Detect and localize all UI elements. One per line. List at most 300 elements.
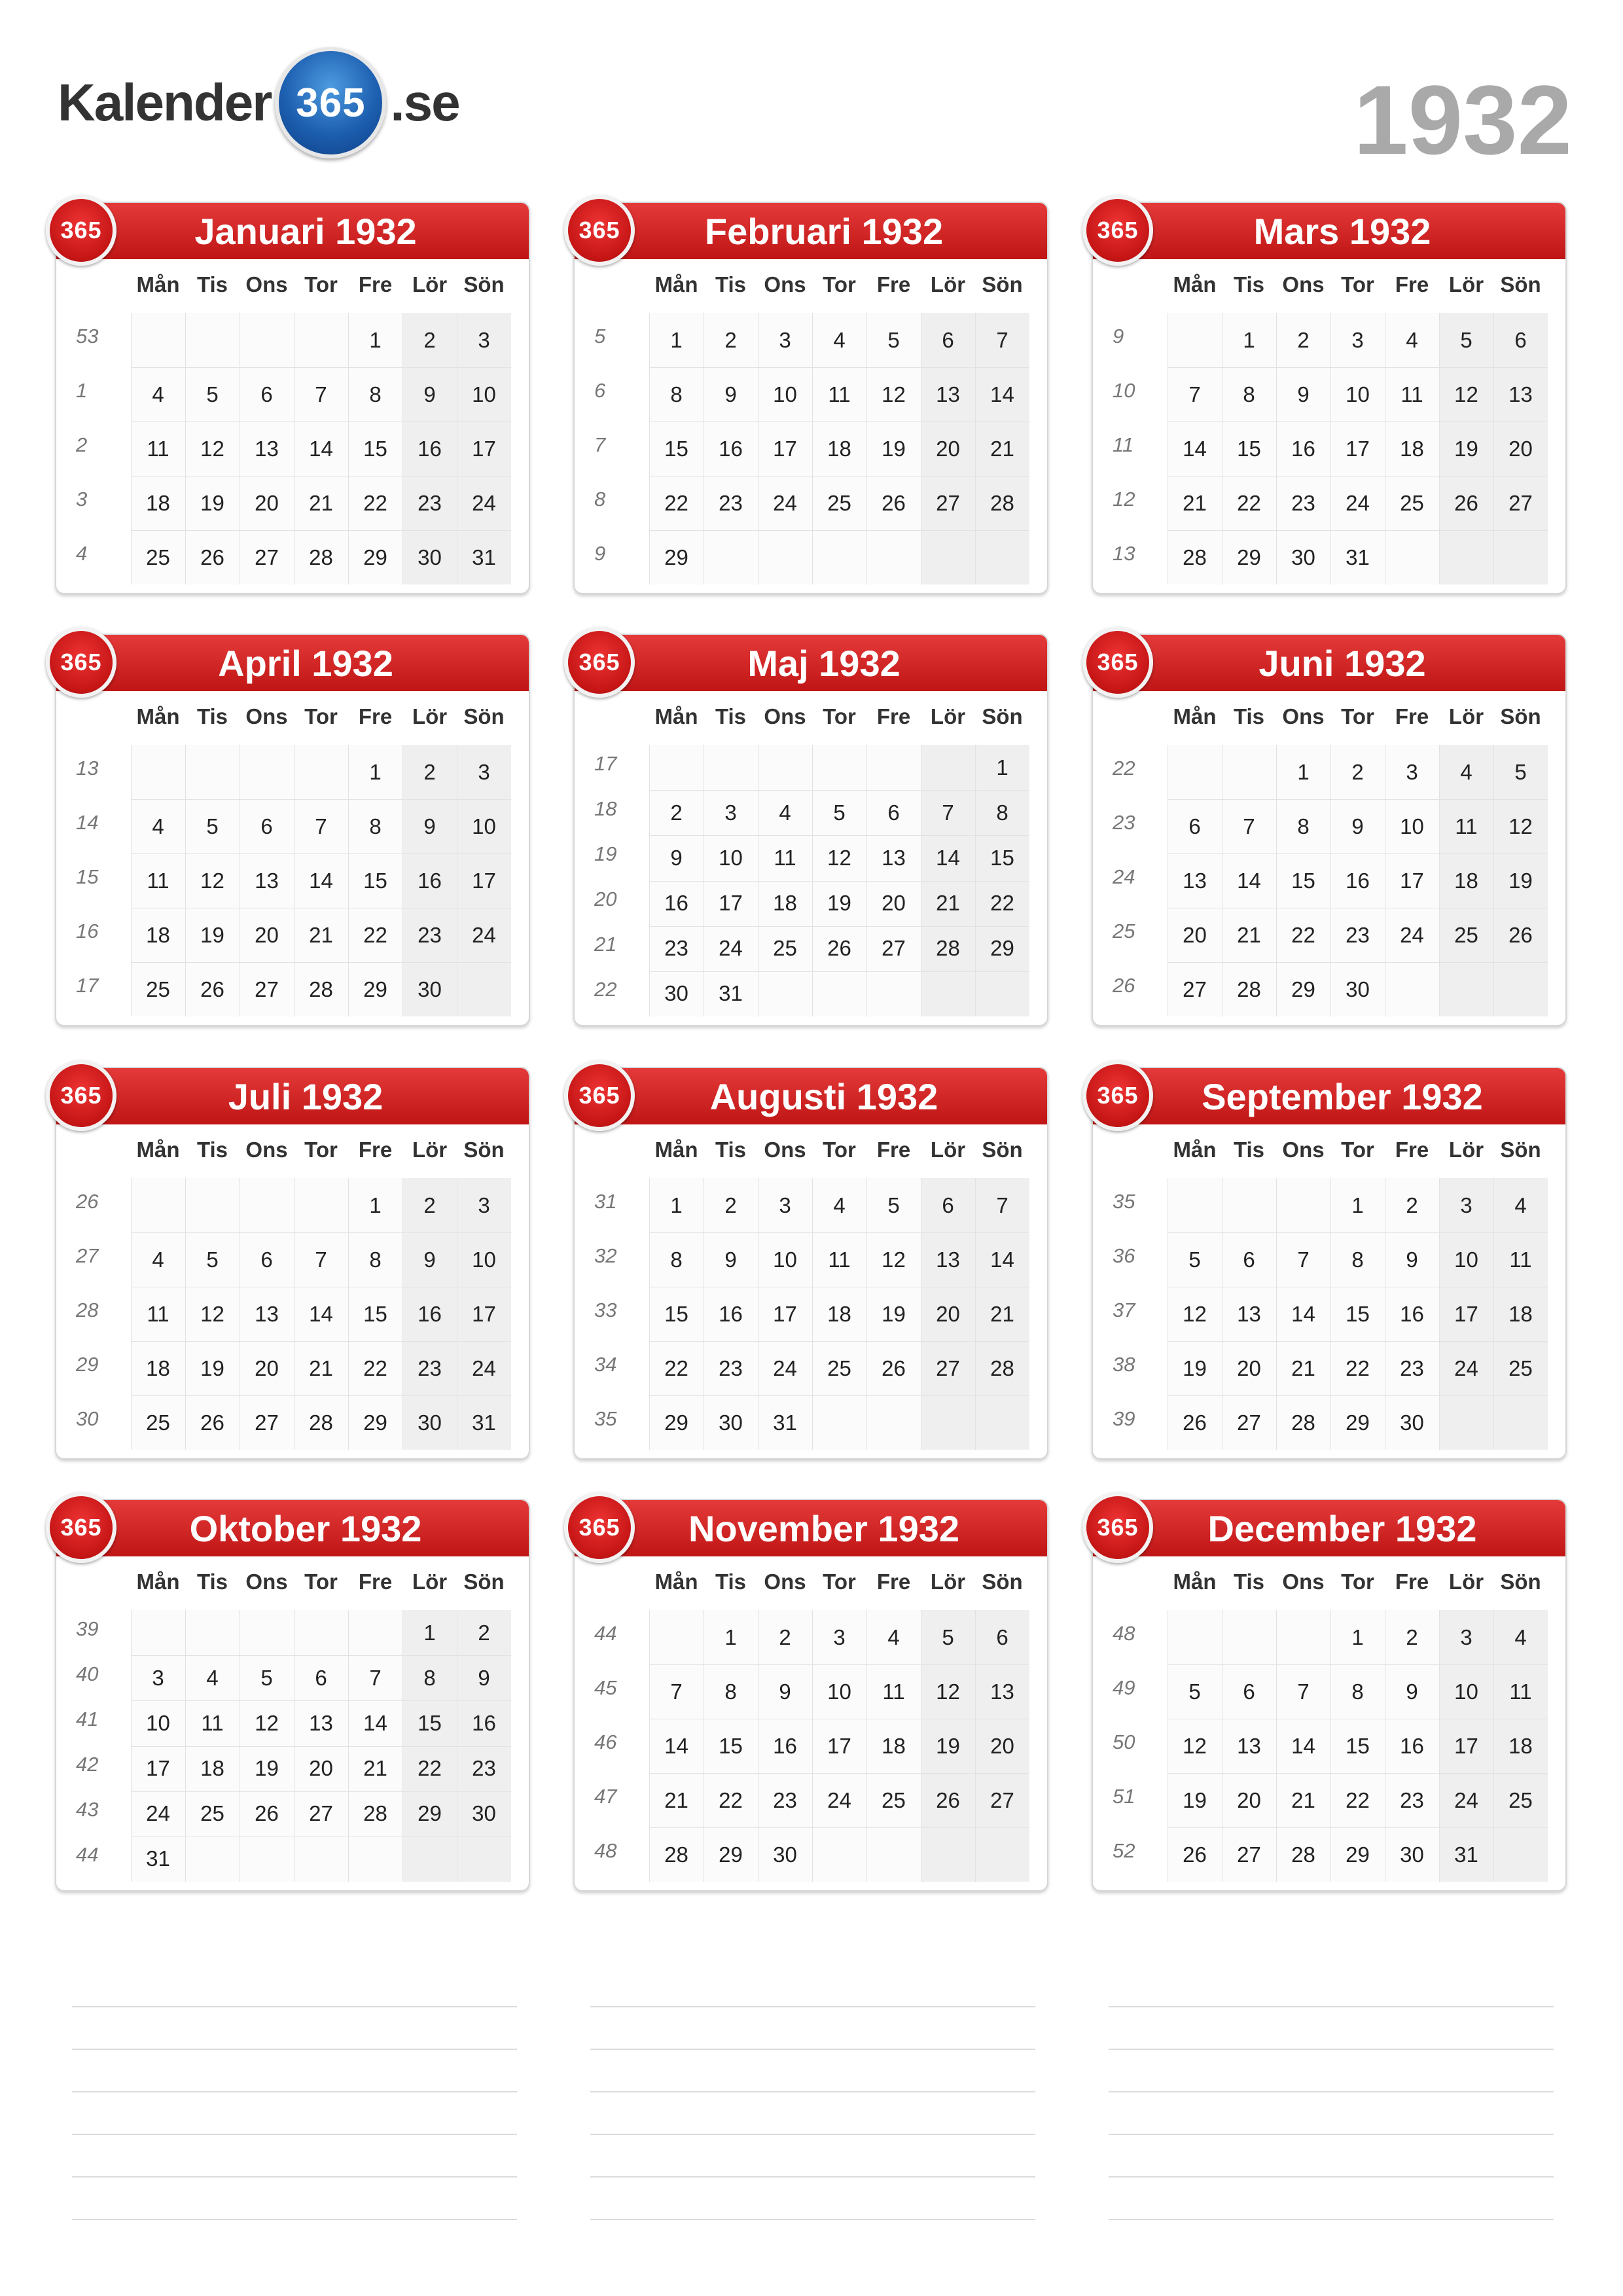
week-number: 32 xyxy=(594,1244,617,1267)
day-cell: 7 xyxy=(1297,1679,1310,1704)
day-cell: 11 xyxy=(828,1247,851,1272)
day-grid xyxy=(649,1178,1029,1450)
day-cell: 1 xyxy=(1351,1193,1364,1217)
day-cell: 28 xyxy=(309,1410,333,1435)
day-cell: 26 xyxy=(882,1356,906,1380)
day-cell: 12 xyxy=(1454,382,1478,406)
day-cell: 21 xyxy=(936,891,960,915)
week-number: 38 xyxy=(1113,1353,1135,1376)
day-cell: 6 xyxy=(315,1666,327,1690)
day-cell: 20 xyxy=(882,891,906,915)
day-cell: 5 xyxy=(206,1247,219,1272)
week-number: 44 xyxy=(594,1622,617,1645)
weekday-header: Mån xyxy=(1173,704,1217,728)
day-cell: 15 xyxy=(719,1734,743,1758)
day-cell: 6 xyxy=(942,328,954,352)
day-cell: 30 xyxy=(472,1801,496,1825)
weekday-header: Tor xyxy=(1341,272,1374,296)
day-cell: 29 xyxy=(363,977,387,1001)
week-number: 42 xyxy=(76,1753,99,1776)
day-cell: 1 xyxy=(1351,1625,1364,1649)
day-cell: 1 xyxy=(670,328,683,352)
day-cell: 28 xyxy=(1183,545,1207,569)
day-cell: 10 xyxy=(1400,814,1424,838)
week-number: 22 xyxy=(1113,757,1135,780)
day-cell: 6 xyxy=(1514,328,1527,352)
day-grid xyxy=(1168,745,1548,1016)
day-cell: 29 xyxy=(1291,977,1315,1001)
day-cell: 26 xyxy=(1183,1842,1207,1867)
day-cell: 27 xyxy=(1508,491,1533,515)
day-cell: 16 xyxy=(719,1302,743,1326)
day-cell: 11 xyxy=(1400,382,1423,406)
day-cell: 1 xyxy=(670,1193,683,1217)
day-cell: 17 xyxy=(773,1302,797,1326)
day-cell: 11 xyxy=(774,846,796,870)
day-grid xyxy=(1168,1178,1548,1450)
day-cell: 1 xyxy=(1297,760,1310,784)
day-cell: 11 xyxy=(147,869,169,893)
weekday-header: Sön xyxy=(463,1138,505,1162)
day-cell: 14 xyxy=(363,1711,387,1735)
weekday-header: Mån xyxy=(1173,1138,1217,1162)
day-cell: 17 xyxy=(827,1734,851,1758)
day-cell: 18 xyxy=(200,1756,224,1780)
day-cell: 29 xyxy=(1346,1410,1370,1435)
week-number: 19 xyxy=(594,842,617,865)
day-cell: 23 xyxy=(472,1756,496,1780)
row-divider xyxy=(1168,1341,1548,1342)
badge-365: 365 xyxy=(1082,1492,1153,1563)
badge-365: 365 xyxy=(1082,195,1153,266)
day-cell: 28 xyxy=(664,1842,688,1867)
week-number: 8 xyxy=(594,488,606,511)
day-cell: 18 xyxy=(146,923,170,947)
day-cell: 27 xyxy=(309,1801,333,1825)
day-cell: 6 xyxy=(260,814,273,838)
day-cell: 3 xyxy=(779,1193,791,1217)
row-divider xyxy=(649,1827,1029,1828)
weekday-header: Ons xyxy=(1282,272,1325,296)
row-divider xyxy=(1168,1664,1548,1665)
day-cell: 10 xyxy=(472,814,496,838)
note-line xyxy=(72,2176,517,2178)
day-cell: 31 xyxy=(146,1846,170,1871)
day-cell: 24 xyxy=(719,936,743,960)
day-cell: 19 xyxy=(200,923,224,947)
day-cell: 15 xyxy=(1346,1734,1370,1758)
week-number: 3 xyxy=(76,488,88,511)
weekday-header: Lör xyxy=(1448,1570,1484,1594)
day-cell: 20 xyxy=(936,1302,960,1326)
day-cell: 13 xyxy=(309,1711,333,1735)
note-line xyxy=(590,2049,1035,2050)
month-title: November 1932 xyxy=(575,1500,1047,1556)
month-title: Februari 1932 xyxy=(575,203,1047,259)
day-cell: 8 xyxy=(1351,1679,1364,1704)
week-number: 13 xyxy=(1113,542,1135,565)
day-cell: 23 xyxy=(1400,1356,1424,1380)
row-divider xyxy=(131,853,511,854)
weekday-header: Tor xyxy=(823,1138,856,1162)
weekday-header: Sön xyxy=(982,272,1023,296)
day-cell: 2 xyxy=(1297,328,1310,352)
day-cell: 6 xyxy=(1243,1679,1255,1704)
badge-365: 365 xyxy=(564,1060,635,1131)
note-line xyxy=(72,2049,517,2050)
month-title: December 1932 xyxy=(1093,1500,1565,1556)
day-cell: 10 xyxy=(472,1247,496,1272)
day-cell: 30 xyxy=(664,981,688,1005)
day-cell: 30 xyxy=(1346,977,1370,1001)
day-cell: 26 xyxy=(936,1788,960,1812)
day-cell: 12 xyxy=(827,846,851,870)
weekday-header: Tis xyxy=(715,272,747,296)
day-cell: 12 xyxy=(200,869,224,893)
row-divider xyxy=(649,1395,1029,1396)
day-cell: 9 xyxy=(423,382,436,406)
day-cell: 15 xyxy=(990,846,1014,870)
day-cell: 24 xyxy=(1346,491,1370,515)
day-cell: 8 xyxy=(1297,814,1310,838)
day-cell: 12 xyxy=(882,1247,906,1272)
row-divider xyxy=(131,1341,511,1342)
day-cell: 29 xyxy=(363,1410,387,1435)
weekday-header: Ons xyxy=(764,1138,806,1162)
week-number: 26 xyxy=(76,1190,99,1213)
day-cell: 18 xyxy=(1508,1734,1533,1758)
day-cell: 7 xyxy=(1188,382,1201,406)
row-divider xyxy=(1168,1395,1548,1396)
day-cell: 15 xyxy=(1237,437,1261,461)
day-cell: 17 xyxy=(773,437,797,461)
weekday-header: Sön xyxy=(982,1570,1023,1594)
day-cell: 2 xyxy=(423,1193,436,1217)
week-number: 29 xyxy=(76,1353,99,1376)
day-cell: 22 xyxy=(363,923,387,947)
day-cell: 7 xyxy=(315,1247,327,1272)
day-cell: 1 xyxy=(996,755,1008,780)
day-cell: 23 xyxy=(719,491,743,515)
day-cell: 26 xyxy=(200,977,224,1001)
day-cell: 19 xyxy=(255,1756,279,1780)
week-number: 16 xyxy=(76,920,99,942)
brand-suffix: .se xyxy=(390,73,459,132)
day-cell: 8 xyxy=(996,800,1008,825)
day-cell: 27 xyxy=(1183,977,1207,1001)
row-divider xyxy=(649,790,1029,791)
day-cell: 5 xyxy=(833,800,846,825)
day-cell: 29 xyxy=(664,545,688,569)
day-cell: 9 xyxy=(724,382,737,406)
week-number: 40 xyxy=(76,1662,99,1685)
day-cell: 1 xyxy=(1243,328,1255,352)
day-cell: 22 xyxy=(664,1356,688,1380)
row-divider xyxy=(649,1664,1029,1665)
weekday-header: Tor xyxy=(823,272,856,296)
day-cell: 4 xyxy=(1514,1625,1527,1649)
day-cell: 2 xyxy=(670,800,683,825)
day-cell: 13 xyxy=(1237,1302,1261,1326)
day-cell: 23 xyxy=(719,1356,743,1380)
day-cell: 25 xyxy=(882,1788,906,1812)
day-cell: 8 xyxy=(369,1247,382,1272)
day-cell: 10 xyxy=(827,1679,851,1704)
note-line xyxy=(1109,2091,1554,2092)
day-cell: 18 xyxy=(882,1734,906,1758)
day-cell: 8 xyxy=(423,1666,436,1690)
week-number: 37 xyxy=(1113,1299,1135,1321)
day-cell: 29 xyxy=(363,545,387,569)
row-divider xyxy=(131,1232,511,1233)
day-cell: 15 xyxy=(1346,1302,1370,1326)
day-cell: 5 xyxy=(887,1193,900,1217)
day-cell: 16 xyxy=(418,869,442,893)
weekday-header: Ons xyxy=(1282,1138,1325,1162)
week-number: 43 xyxy=(76,1798,99,1821)
week-number: 33 xyxy=(594,1299,617,1321)
week-number: 23 xyxy=(1113,811,1135,834)
day-cell: 4 xyxy=(206,1666,219,1690)
day-cell: 27 xyxy=(255,545,279,569)
day-cell: 24 xyxy=(472,491,496,515)
day-cell: 7 xyxy=(670,1679,683,1704)
day-cell: 8 xyxy=(670,1247,683,1272)
day-cell: 9 xyxy=(670,846,683,870)
day-cell: 13 xyxy=(1237,1734,1261,1758)
badge-365: 365 xyxy=(46,1060,116,1131)
day-cell: 14 xyxy=(990,1247,1014,1272)
day-cell: 17 xyxy=(1454,1302,1478,1326)
weekday-header: Fre xyxy=(1395,272,1429,296)
week-number: 20 xyxy=(594,888,617,910)
day-cell: 14 xyxy=(1237,869,1261,893)
day-grid xyxy=(131,1178,511,1450)
weekday-header: Tor xyxy=(823,1570,856,1594)
day-cell: 23 xyxy=(1346,923,1370,947)
row-divider xyxy=(649,926,1029,927)
month-card xyxy=(55,1067,530,1460)
badge-365: 365 xyxy=(46,627,116,698)
weekday-header: Lör xyxy=(930,1570,966,1594)
week-number: 24 xyxy=(1113,865,1135,888)
row-divider xyxy=(649,881,1029,882)
brand-logo xyxy=(58,47,459,158)
week-number: 13 xyxy=(76,757,99,780)
row-divider xyxy=(131,1791,511,1792)
weekday-header: Tis xyxy=(196,1138,228,1162)
day-cell: 12 xyxy=(1508,814,1533,838)
day-cell: 22 xyxy=(418,1756,442,1780)
day-cell: 30 xyxy=(773,1842,797,1867)
weekday-header: Tor xyxy=(304,1570,338,1594)
day-cell: 21 xyxy=(664,1788,688,1812)
day-cell: 26 xyxy=(882,491,906,515)
day-cell: 31 xyxy=(719,981,743,1005)
day-cell: 2 xyxy=(423,328,436,352)
day-cell: 14 xyxy=(1183,437,1207,461)
day-cell: 10 xyxy=(472,382,496,406)
brand-badge: 365 xyxy=(275,47,386,158)
weekday-header: Tis xyxy=(1233,1138,1265,1162)
day-cell: 24 xyxy=(1400,923,1424,947)
day-cell: 27 xyxy=(990,1788,1014,1812)
day-cell: 28 xyxy=(309,977,333,1001)
weekday-header: Ons xyxy=(764,704,806,728)
week-number: 46 xyxy=(594,1731,617,1753)
row-divider xyxy=(131,799,511,800)
day-cell: 26 xyxy=(1508,923,1533,947)
week-number: 41 xyxy=(76,1708,99,1731)
week-number: 18 xyxy=(594,797,617,820)
note-line xyxy=(590,2134,1035,2135)
day-cell: 4 xyxy=(833,328,846,352)
weekday-header: Fre xyxy=(876,1570,911,1594)
badge-365: 365 xyxy=(46,1492,116,1563)
row-divider xyxy=(649,530,1029,531)
day-cell: 30 xyxy=(1400,1842,1424,1867)
day-cell: 25 xyxy=(146,977,170,1001)
row-divider xyxy=(649,1773,1029,1774)
day-cell: 3 xyxy=(478,328,490,352)
day-cell: 14 xyxy=(1291,1734,1315,1758)
day-cell: 27 xyxy=(255,977,279,1001)
day-cell: 23 xyxy=(664,936,688,960)
day-cell: 15 xyxy=(363,437,387,461)
day-cell: 19 xyxy=(1508,869,1533,893)
month-title: April 1932 xyxy=(56,635,529,691)
day-cell: 18 xyxy=(1400,437,1424,461)
weekday-header: Ons xyxy=(764,272,806,296)
day-cell: 3 xyxy=(724,800,737,825)
day-cell: 10 xyxy=(773,1247,797,1272)
day-cell: 20 xyxy=(1508,437,1533,461)
day-cell: 16 xyxy=(1400,1734,1424,1758)
day-cell: 16 xyxy=(1346,869,1370,893)
week-number: 9 xyxy=(594,542,606,565)
day-cell: 6 xyxy=(996,1625,1008,1649)
day-cell: 23 xyxy=(418,923,442,947)
day-cell: 24 xyxy=(1454,1356,1478,1380)
week-number: 36 xyxy=(1113,1244,1135,1267)
day-cell: 20 xyxy=(990,1734,1014,1758)
page-year: 1932 xyxy=(1353,65,1572,175)
weekday-header: Tis xyxy=(1233,272,1265,296)
day-cell: 4 xyxy=(1514,1193,1527,1217)
day-cell: 19 xyxy=(200,491,224,515)
weekday-header: Fre xyxy=(876,1138,911,1162)
day-cell: 4 xyxy=(152,1247,164,1272)
day-cell: 30 xyxy=(1400,1410,1424,1435)
day-cell: 20 xyxy=(1237,1356,1261,1380)
weekday-header: Tor xyxy=(823,704,856,728)
week-number: 51 xyxy=(1113,1785,1135,1808)
day-cell: 17 xyxy=(1454,1734,1478,1758)
badge-365: 365 xyxy=(1082,1060,1153,1131)
day-cell: 15 xyxy=(1291,869,1315,893)
month-title: Juli 1932 xyxy=(56,1068,529,1124)
day-cell: 28 xyxy=(309,545,333,569)
day-cell: 21 xyxy=(309,491,333,515)
day-cell: 29 xyxy=(664,1410,688,1435)
day-cell: 25 xyxy=(146,545,170,569)
day-cell: 27 xyxy=(255,1410,279,1435)
day-cell: 30 xyxy=(418,977,442,1001)
day-cell: 3 xyxy=(1460,1625,1472,1649)
day-cell: 16 xyxy=(418,437,442,461)
day-cell: 11 xyxy=(1509,1679,1532,1704)
day-cell: 23 xyxy=(418,1356,442,1380)
week-number: 14 xyxy=(76,811,99,834)
row-divider xyxy=(1168,367,1548,368)
day-cell: 17 xyxy=(719,891,743,915)
day-cell: 1 xyxy=(423,1621,436,1645)
row-divider xyxy=(131,530,511,531)
day-cell: 19 xyxy=(882,437,906,461)
day-cell: 26 xyxy=(1183,1410,1207,1435)
week-number: 6 xyxy=(594,379,606,402)
day-cell: 13 xyxy=(255,869,279,893)
day-cell: 18 xyxy=(1508,1302,1533,1326)
weekday-header: Tis xyxy=(1233,704,1265,728)
day-grid xyxy=(1168,1610,1548,1882)
note-line xyxy=(590,2006,1035,2007)
day-cell: 12 xyxy=(1183,1302,1207,1326)
day-cell: 6 xyxy=(260,1247,273,1272)
day-cell: 26 xyxy=(827,936,851,960)
week-number: 25 xyxy=(1113,920,1135,942)
weekday-header: Lör xyxy=(1448,272,1484,296)
weekday-header: Sön xyxy=(1500,272,1541,296)
weekday-header: Lör xyxy=(412,272,448,296)
day-cell: 5 xyxy=(887,328,900,352)
day-cell: 10 xyxy=(1454,1679,1478,1704)
note-line xyxy=(72,2134,517,2135)
week-number: 17 xyxy=(76,974,99,997)
note-line xyxy=(1109,2219,1554,2220)
day-cell: 1 xyxy=(369,328,382,352)
day-cell: 17 xyxy=(146,1756,170,1780)
day-cell: 30 xyxy=(418,545,442,569)
day-cell: 5 xyxy=(1188,1679,1201,1704)
row-divider xyxy=(649,1232,1029,1233)
day-cell: 19 xyxy=(1183,1356,1207,1380)
row-divider xyxy=(131,367,511,368)
day-cell: 17 xyxy=(1346,437,1370,461)
weekday-header: Ons xyxy=(1282,1570,1325,1594)
weekday-header: Fre xyxy=(358,272,393,296)
row-divider xyxy=(649,367,1029,368)
month-card xyxy=(573,1499,1048,1892)
day-cell: 5 xyxy=(942,1625,954,1649)
week-number: 27 xyxy=(76,1244,99,1267)
day-cell: 9 xyxy=(1406,1247,1418,1272)
day-cell: 3 xyxy=(1406,760,1418,784)
day-grid xyxy=(649,745,1029,1016)
weekday-header: Mån xyxy=(136,272,180,296)
week-number: 53 xyxy=(76,325,99,348)
weekday-header: Lör xyxy=(412,1570,448,1594)
day-cell: 21 xyxy=(990,437,1014,461)
day-cell: 14 xyxy=(936,846,960,870)
week-number: 26 xyxy=(1113,974,1135,997)
day-cell: 21 xyxy=(1291,1788,1315,1812)
weekday-header: Lör xyxy=(412,1138,448,1162)
day-cell: 24 xyxy=(773,491,797,515)
note-line xyxy=(590,2091,1035,2092)
day-cell: 5 xyxy=(1188,1247,1201,1272)
row-divider xyxy=(131,1395,511,1396)
